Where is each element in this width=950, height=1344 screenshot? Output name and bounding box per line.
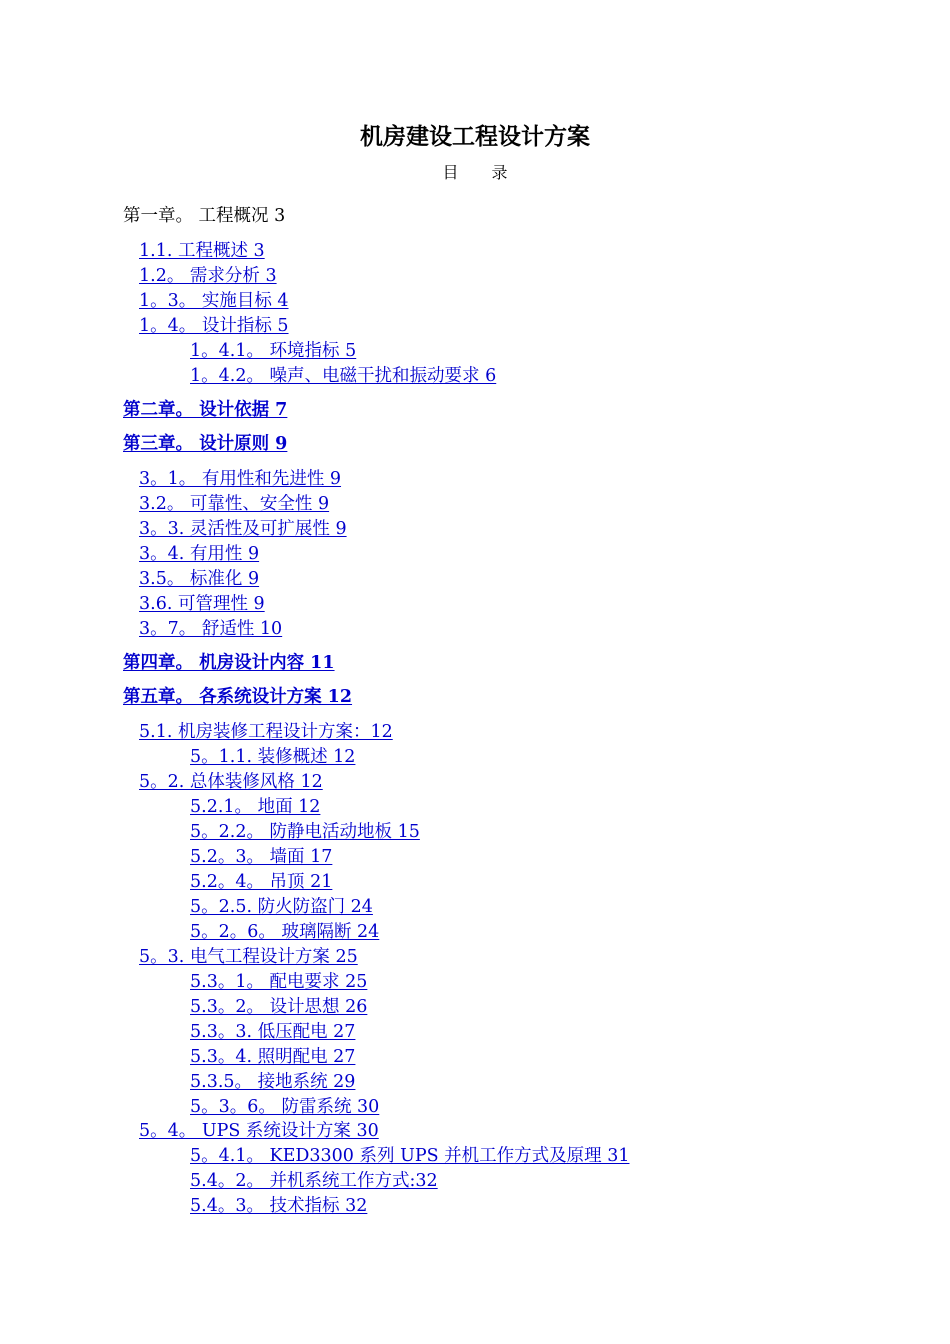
- toc-chapter-entry: 第一章。 工程概况 3: [123, 206, 286, 226]
- toc-subsection-entry[interactable]: 5。2.2。 防静电活动地板 15: [190, 822, 420, 842]
- toc-subsection-entry[interactable]: 5.4。3。 技术指标 32: [190, 1196, 368, 1216]
- toc-subsection-entry[interactable]: 1。4.1。 环境指标 5: [190, 341, 357, 361]
- toc-section-entry[interactable]: 3.5。 标准化 9: [139, 569, 260, 589]
- toc-section-entry[interactable]: 5.1. 机房装修工程设计方案：12: [139, 722, 393, 742]
- document-title: 机房建设工程设计方案: [360, 123, 590, 150]
- toc-chapter-entry[interactable]: 第二章。 设计依据 7: [123, 400, 288, 420]
- toc-subsection-entry[interactable]: 5.3。2。 设计思想 26: [190, 997, 368, 1017]
- toc-chapter-entry[interactable]: 第五章。 各系统设计方案 12: [123, 687, 353, 707]
- toc-subsection-entry[interactable]: 5.3.5。 接地系统 29: [190, 1072, 356, 1092]
- toc-section-entry[interactable]: 1.2。 需求分析 3: [139, 266, 277, 286]
- toc-section-entry[interactable]: 3。3. 灵活性及可扩展性 9: [139, 519, 347, 539]
- toc-subsection-entry[interactable]: 5.2.1。 地面 12: [190, 797, 321, 817]
- toc-chapter-entry[interactable]: 第四章。 机房设计内容 11: [123, 653, 335, 673]
- toc-subsection-entry[interactable]: 5.4。2。 并机系统工作方式:32: [190, 1171, 438, 1191]
- toc-section-entry[interactable]: 5。4。 UPS 系统设计方案 30: [139, 1121, 379, 1141]
- toc-section-entry[interactable]: 1.1. 工程概述 3: [139, 241, 265, 261]
- toc-section-entry[interactable]: 3.2。 可靠性、安全性 9: [139, 494, 330, 514]
- toc-subsection-entry[interactable]: 5.3。1。 配电要求 25: [190, 972, 368, 992]
- toc-section-entry[interactable]: 3。4. 有用性 9: [139, 544, 260, 564]
- toc-subsection-entry[interactable]: 5.2。3。 墙面 17: [190, 847, 333, 867]
- toc-section-entry[interactable]: 1。3。 实施目标 4: [139, 291, 289, 311]
- toc-subsection-entry[interactable]: 5。3。6。 防雷系统 30: [190, 1097, 380, 1117]
- toc-subsection-entry[interactable]: 1。4.2。 噪声、电磁干扰和振动要求 6: [190, 366, 497, 386]
- toc-subsection-entry[interactable]: 5.3。3. 低压配电 27: [190, 1022, 356, 1042]
- toc-subsection-entry[interactable]: 5.3。4. 照明配电 27: [190, 1047, 356, 1067]
- toc-section-entry[interactable]: 3。1。 有用性和先进性 9: [139, 469, 342, 489]
- toc-subsection-entry[interactable]: 5.2。4。 吊顶 21: [190, 872, 333, 892]
- toc-subsection-entry[interactable]: 5。4.1。 KED3300 系列 UPS 并机工作方式及原理 31: [190, 1146, 630, 1166]
- toc-section-entry[interactable]: 5。2. 总体装修风格 12: [139, 772, 323, 792]
- toc-heading: 目 录: [442, 163, 522, 182]
- toc-subsection-entry[interactable]: 5。2.5. 防火防盗门 24: [190, 897, 373, 917]
- toc-section-entry[interactable]: 3。7。 舒适性 10: [139, 619, 283, 639]
- toc-chapter-entry[interactable]: 第三章。 设计原则 9: [123, 434, 288, 454]
- toc-section-entry[interactable]: 5。3. 电气工程设计方案 25: [139, 947, 358, 967]
- toc-subsection-entry[interactable]: 5。2。6。 玻璃隔断 24: [190, 922, 380, 942]
- toc-section-entry[interactable]: 1。4。 设计指标 5: [139, 316, 289, 336]
- toc-section-entry[interactable]: 3.6. 可管理性 9: [139, 594, 265, 614]
- toc-subsection-entry[interactable]: 5。1.1. 装修概述 12: [190, 747, 356, 767]
